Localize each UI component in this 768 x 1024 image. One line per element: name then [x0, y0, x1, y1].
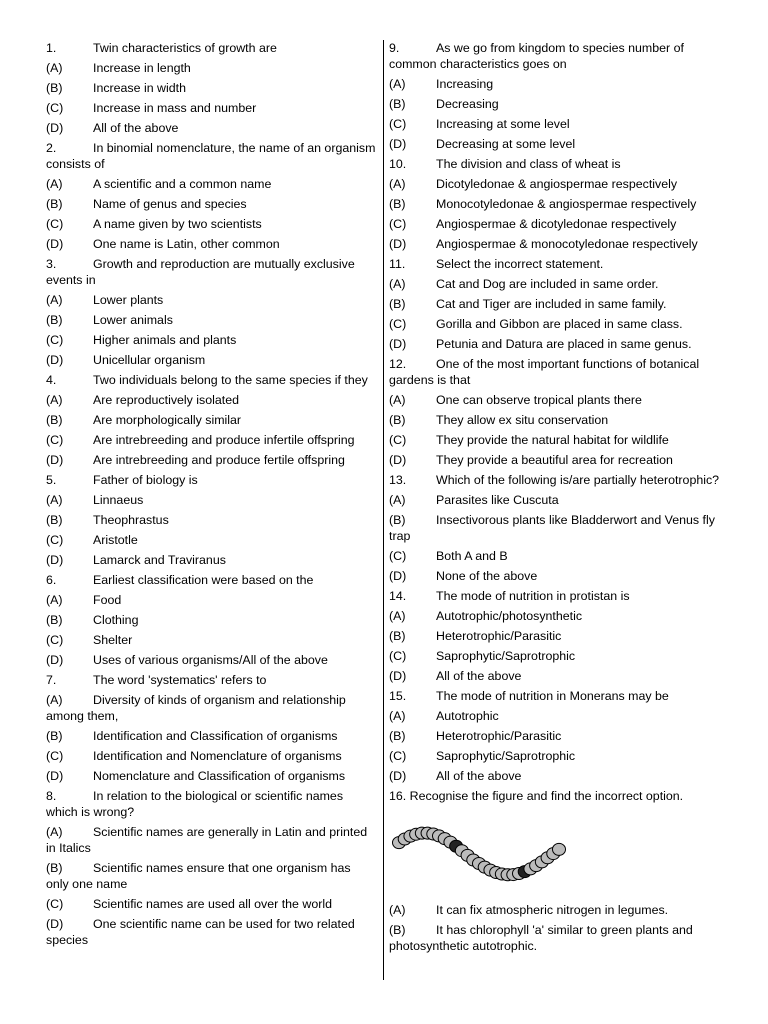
answer-option [389, 196, 725, 212]
option-label: (A) [46, 393, 63, 407]
question-number: 13. [389, 473, 407, 487]
option-label: (C) [389, 749, 407, 763]
question-text: Twin characteristics of growth are [93, 41, 277, 55]
answer-option [46, 824, 376, 856]
answer-option [389, 392, 725, 408]
question-stem [46, 672, 376, 688]
option-label: (C) [389, 649, 407, 663]
option-text: Uses of various organisms/All of the above [93, 653, 328, 667]
option-text: Name of genus and species [93, 197, 247, 211]
option-label: (B) [389, 923, 406, 937]
option-label: (A) [46, 593, 63, 607]
option-label: (A) [389, 277, 406, 291]
option-text: Are morphologically similar [93, 413, 242, 427]
answer-option [389, 608, 725, 624]
option-text: Diversity of kinds of organism and relationship among them, [46, 693, 346, 723]
answer-option [389, 136, 725, 152]
option-text: A name given by two scientists [93, 217, 262, 231]
answer-option [46, 916, 376, 948]
option-text: Cat and Tiger are included in same family. [436, 297, 667, 311]
vegetative-cell [553, 843, 566, 855]
cyanobacteria-filament-figure [389, 810, 569, 890]
answer-option [46, 512, 376, 528]
answer-option [46, 532, 376, 548]
question-number: 6. [46, 573, 57, 587]
answer-option [389, 922, 725, 954]
option-text: One can observe tropical plants there [436, 393, 642, 407]
option-label: (A) [46, 293, 63, 307]
answer-option [389, 316, 725, 332]
option-text: Angiospermae & monocotyledonae respectively [436, 237, 698, 251]
option-text: Increasing at some level [436, 117, 570, 131]
option-text: Autotrophic/photosynthetic [436, 609, 583, 623]
option-text: Nomenclature and Classification of organisms [93, 769, 346, 783]
option-text: It can fix atmospheric nitrogen in legumes. [436, 903, 669, 917]
option-label: (C) [389, 433, 407, 447]
option-label: (C) [389, 217, 407, 231]
question-stem [46, 472, 376, 488]
answer-option [389, 902, 725, 918]
answer-option [389, 728, 725, 744]
answer-option [46, 216, 376, 232]
option-label: (C) [46, 749, 64, 763]
option-label: (D) [389, 569, 407, 583]
question-stem [46, 256, 376, 288]
question-text: Two individuals belong to the same species if they [93, 373, 368, 387]
option-text: Scientific names are generally in Latin and printed in Italics [46, 825, 368, 855]
option-label: (B) [389, 197, 406, 211]
answer-option [46, 60, 376, 76]
answer-option [389, 276, 725, 292]
answer-option [46, 392, 376, 408]
option-label: (A) [46, 493, 63, 507]
answer-option [46, 352, 376, 368]
question-stem [389, 688, 725, 704]
question-number: 7. [46, 673, 57, 687]
question-stem [389, 256, 725, 272]
option-label: (D) [389, 137, 407, 151]
answer-option [389, 76, 725, 92]
question-text: The division and class of wheat is [436, 157, 621, 171]
question-stem [389, 588, 725, 604]
option-label: (B) [46, 197, 63, 211]
question-number: 1. [46, 41, 57, 55]
option-text: Lamarck and Traviranus [93, 553, 226, 567]
answer-option [389, 568, 725, 584]
answer-option [389, 548, 725, 564]
question-text: Growth and reproduction are mutually exclusive events in [46, 257, 355, 287]
option-text: Scientific names ensure that one organism has only one name [46, 861, 351, 891]
option-text: Theophrastus [93, 513, 169, 527]
option-text: Decreasing [436, 97, 499, 111]
answer-option [46, 768, 376, 784]
option-text: All of the above [436, 669, 522, 683]
answer-option [46, 80, 376, 96]
answer-option [389, 452, 725, 468]
option-label: (A) [389, 493, 406, 507]
option-text: Decreasing at some level [436, 137, 576, 151]
option-text: Increasing [436, 77, 494, 91]
option-label: (A) [389, 393, 406, 407]
option-label: (B) [46, 313, 63, 327]
answer-option [46, 748, 376, 764]
question-text: One of the most important functions of botanical gardens is that [389, 357, 700, 387]
option-label: (A) [46, 693, 63, 707]
answer-option [46, 612, 376, 628]
option-text: They provide a beautiful area for recreation [436, 453, 673, 467]
question-text: The mode of nutrition in protistan is [436, 589, 630, 603]
answer-option [46, 492, 376, 508]
option-label: (B) [389, 413, 406, 427]
answer-option [389, 336, 725, 352]
option-label: (D) [46, 769, 64, 783]
option-label: (A) [389, 609, 406, 623]
option-label: (C) [46, 101, 64, 115]
answer-option [46, 592, 376, 608]
option-text: All of the above [436, 769, 522, 783]
answer-option [389, 668, 725, 684]
question-number: 11. [389, 257, 406, 271]
option-label: (B) [389, 297, 406, 311]
answer-option [389, 708, 725, 724]
option-label: (D) [389, 769, 407, 783]
option-label: (D) [46, 553, 64, 567]
option-text: Linnaeus [93, 493, 144, 507]
answer-option [389, 236, 725, 252]
answer-option [389, 216, 725, 232]
option-label: (A) [389, 709, 406, 723]
option-label: (C) [46, 633, 64, 647]
option-text: Identification and Nomenclature of organisms [93, 749, 342, 763]
question-text: Earliest classification were based on the [93, 573, 314, 587]
option-text: Unicellular organism [93, 353, 206, 367]
left-column [46, 40, 376, 952]
option-label: (B) [389, 629, 406, 643]
option-label: (D) [389, 337, 407, 351]
answer-option [46, 692, 376, 724]
answer-option [46, 176, 376, 192]
question-stem [389, 356, 725, 388]
option-text: Heterotrophic/Parasitic [436, 629, 562, 643]
question-number: 12. [389, 357, 407, 371]
option-label: (B) [389, 513, 406, 527]
option-text: Food [93, 593, 122, 607]
option-label: (D) [46, 653, 64, 667]
option-label: (D) [46, 453, 64, 467]
option-text: Lower animals [93, 313, 173, 327]
option-label: (B) [46, 81, 63, 95]
question-text: The word 'systematics' refers to [93, 673, 267, 687]
option-text: Petunia and Datura are placed in same genus. [436, 337, 692, 351]
answer-option [389, 412, 725, 428]
option-label: (D) [389, 453, 407, 467]
option-label: (A) [46, 61, 63, 75]
option-text: Aristotle [93, 533, 138, 547]
column-divider [383, 40, 384, 980]
option-text: Gorilla and Gibbon are placed in same class. [436, 317, 683, 331]
answer-option [46, 100, 376, 116]
answer-option [46, 552, 376, 568]
option-text: Both A and B [436, 549, 508, 563]
option-label: (C) [46, 433, 64, 447]
option-text: All of the above [93, 121, 179, 135]
option-text: None of the above [436, 569, 538, 583]
option-label: (A) [46, 825, 63, 839]
answer-option [389, 628, 725, 644]
option-text: Angiospermae & dicotyledonae respectively [436, 217, 677, 231]
option-label: (C) [389, 549, 407, 563]
question-stem [389, 472, 725, 488]
option-text: They provide the natural habitat for wildlife [436, 433, 669, 447]
option-text: Increase in length [93, 61, 191, 75]
option-label: (A) [46, 177, 63, 191]
option-label: (B) [46, 413, 63, 427]
option-label: (C) [46, 217, 64, 231]
question-text: The mode of nutrition in Monerans may be [436, 689, 669, 703]
option-text: Saprophytic/Saprotrophic [436, 749, 576, 763]
right-column [389, 40, 725, 958]
answer-option [389, 492, 725, 508]
option-label: (C) [389, 317, 407, 331]
answer-option [389, 176, 725, 192]
option-text: Lower plants [93, 293, 164, 307]
option-text: Clothing [93, 613, 139, 627]
option-text: Are intrebreeding and produce fertile offspring [93, 453, 345, 467]
question-number: 4. [46, 373, 57, 387]
answer-option [46, 120, 376, 136]
question-stem [46, 40, 376, 56]
answer-option [389, 512, 725, 544]
question-stem [46, 140, 376, 172]
question-number: 3. [46, 257, 57, 271]
option-text: Increase in mass and number [93, 101, 257, 115]
option-text: A scientific and a common name [93, 177, 272, 191]
option-text: Are reproductively isolated [93, 393, 240, 407]
answer-option [389, 296, 725, 312]
answer-option [46, 632, 376, 648]
question-stem [46, 788, 376, 820]
option-text: Identification and Classification of organisms [93, 729, 338, 743]
option-text: Saprophytic/Saprotrophic [436, 649, 576, 663]
option-label: (A) [389, 903, 406, 917]
question-text: As we go from kingdom to species number of common characteristics goes on [389, 41, 684, 71]
option-text: Scientific names are used all over the world [93, 897, 332, 911]
answer-option [46, 312, 376, 328]
option-text: Autotrophic [436, 709, 499, 723]
option-label: (C) [46, 333, 64, 347]
question-number: 14. [389, 589, 407, 603]
answer-option [46, 896, 376, 912]
option-label: (B) [46, 861, 63, 875]
option-label: (D) [46, 353, 64, 367]
answer-option [46, 452, 376, 468]
question-number: 15. [389, 689, 407, 703]
option-text: Dicotyledonae & angiospermae respectively [436, 177, 678, 191]
question-stem [46, 372, 376, 388]
option-label: (C) [389, 117, 407, 131]
option-text: It has chlorophyll 'a' similar to green plants and photosynthetic autotrophic. [389, 923, 693, 953]
option-text: Cat and Dog are included in same order. [436, 277, 659, 291]
answer-option [46, 236, 376, 252]
answer-option [46, 292, 376, 308]
option-text: Parasites like Cuscuta [436, 493, 559, 507]
answer-option [389, 96, 725, 112]
answer-option [46, 332, 376, 348]
answer-option [46, 412, 376, 428]
option-label: (C) [46, 897, 64, 911]
option-text: One name is Latin, other common [93, 237, 280, 251]
answer-option [46, 652, 376, 668]
question-stem [389, 40, 725, 72]
answer-option [46, 860, 376, 892]
option-label: (D) [46, 121, 64, 135]
question-text: In binomial nomenclature, the name of an organism consists of [46, 141, 376, 171]
question-heading: 16. Recognise the figure and find the incorrect option. [389, 789, 684, 803]
option-label: (B) [389, 729, 406, 743]
question-text: Father of biology is [93, 473, 198, 487]
option-label: (D) [389, 237, 407, 251]
option-label: (B) [46, 729, 63, 743]
option-text: They allow ex situ conservation [436, 413, 609, 427]
answer-option [46, 196, 376, 212]
answer-option [389, 768, 725, 784]
question-text: Which of the following is/are partially heterotrophic? [436, 473, 720, 487]
option-label: (C) [46, 533, 64, 547]
option-label: (A) [389, 77, 406, 91]
option-text: Higher animals and plants [93, 333, 237, 347]
question-stem [46, 572, 376, 588]
option-label: (B) [46, 513, 63, 527]
option-text: One scientific name can be used for two related species [46, 917, 355, 947]
answer-option [46, 432, 376, 448]
question-text: Select the incorrect statement. [436, 257, 604, 271]
option-label: (D) [46, 917, 64, 931]
answer-option [389, 432, 725, 448]
answer-option [389, 116, 725, 132]
answer-option [46, 728, 376, 744]
option-label: (A) [389, 177, 406, 191]
option-text: Heterotrophic/Parasitic [436, 729, 562, 743]
question-number: 5. [46, 473, 57, 487]
option-text: Monocotyledonae & angiospermae respectively [436, 197, 697, 211]
option-text: Insectivorous plants like Bladderwort and Venus fly trap [389, 513, 715, 543]
question-number: 10. [389, 157, 407, 171]
answer-option [389, 648, 725, 664]
option-text: Are intrebreeding and produce infertile offspring [93, 433, 355, 447]
question-number: 2. [46, 141, 57, 155]
option-text: Shelter [93, 633, 133, 647]
question-number: 9. [389, 41, 400, 55]
question-number: 8. [46, 789, 57, 803]
option-label: (B) [389, 97, 406, 111]
question-text: In relation to the biological or scientific names which is wrong? [46, 789, 344, 819]
question-stem [389, 156, 725, 172]
option-label: (D) [389, 669, 407, 683]
option-label: (B) [46, 613, 63, 627]
option-text: Increase in width [93, 81, 186, 95]
option-label: (D) [46, 237, 64, 251]
answer-option [389, 748, 725, 764]
